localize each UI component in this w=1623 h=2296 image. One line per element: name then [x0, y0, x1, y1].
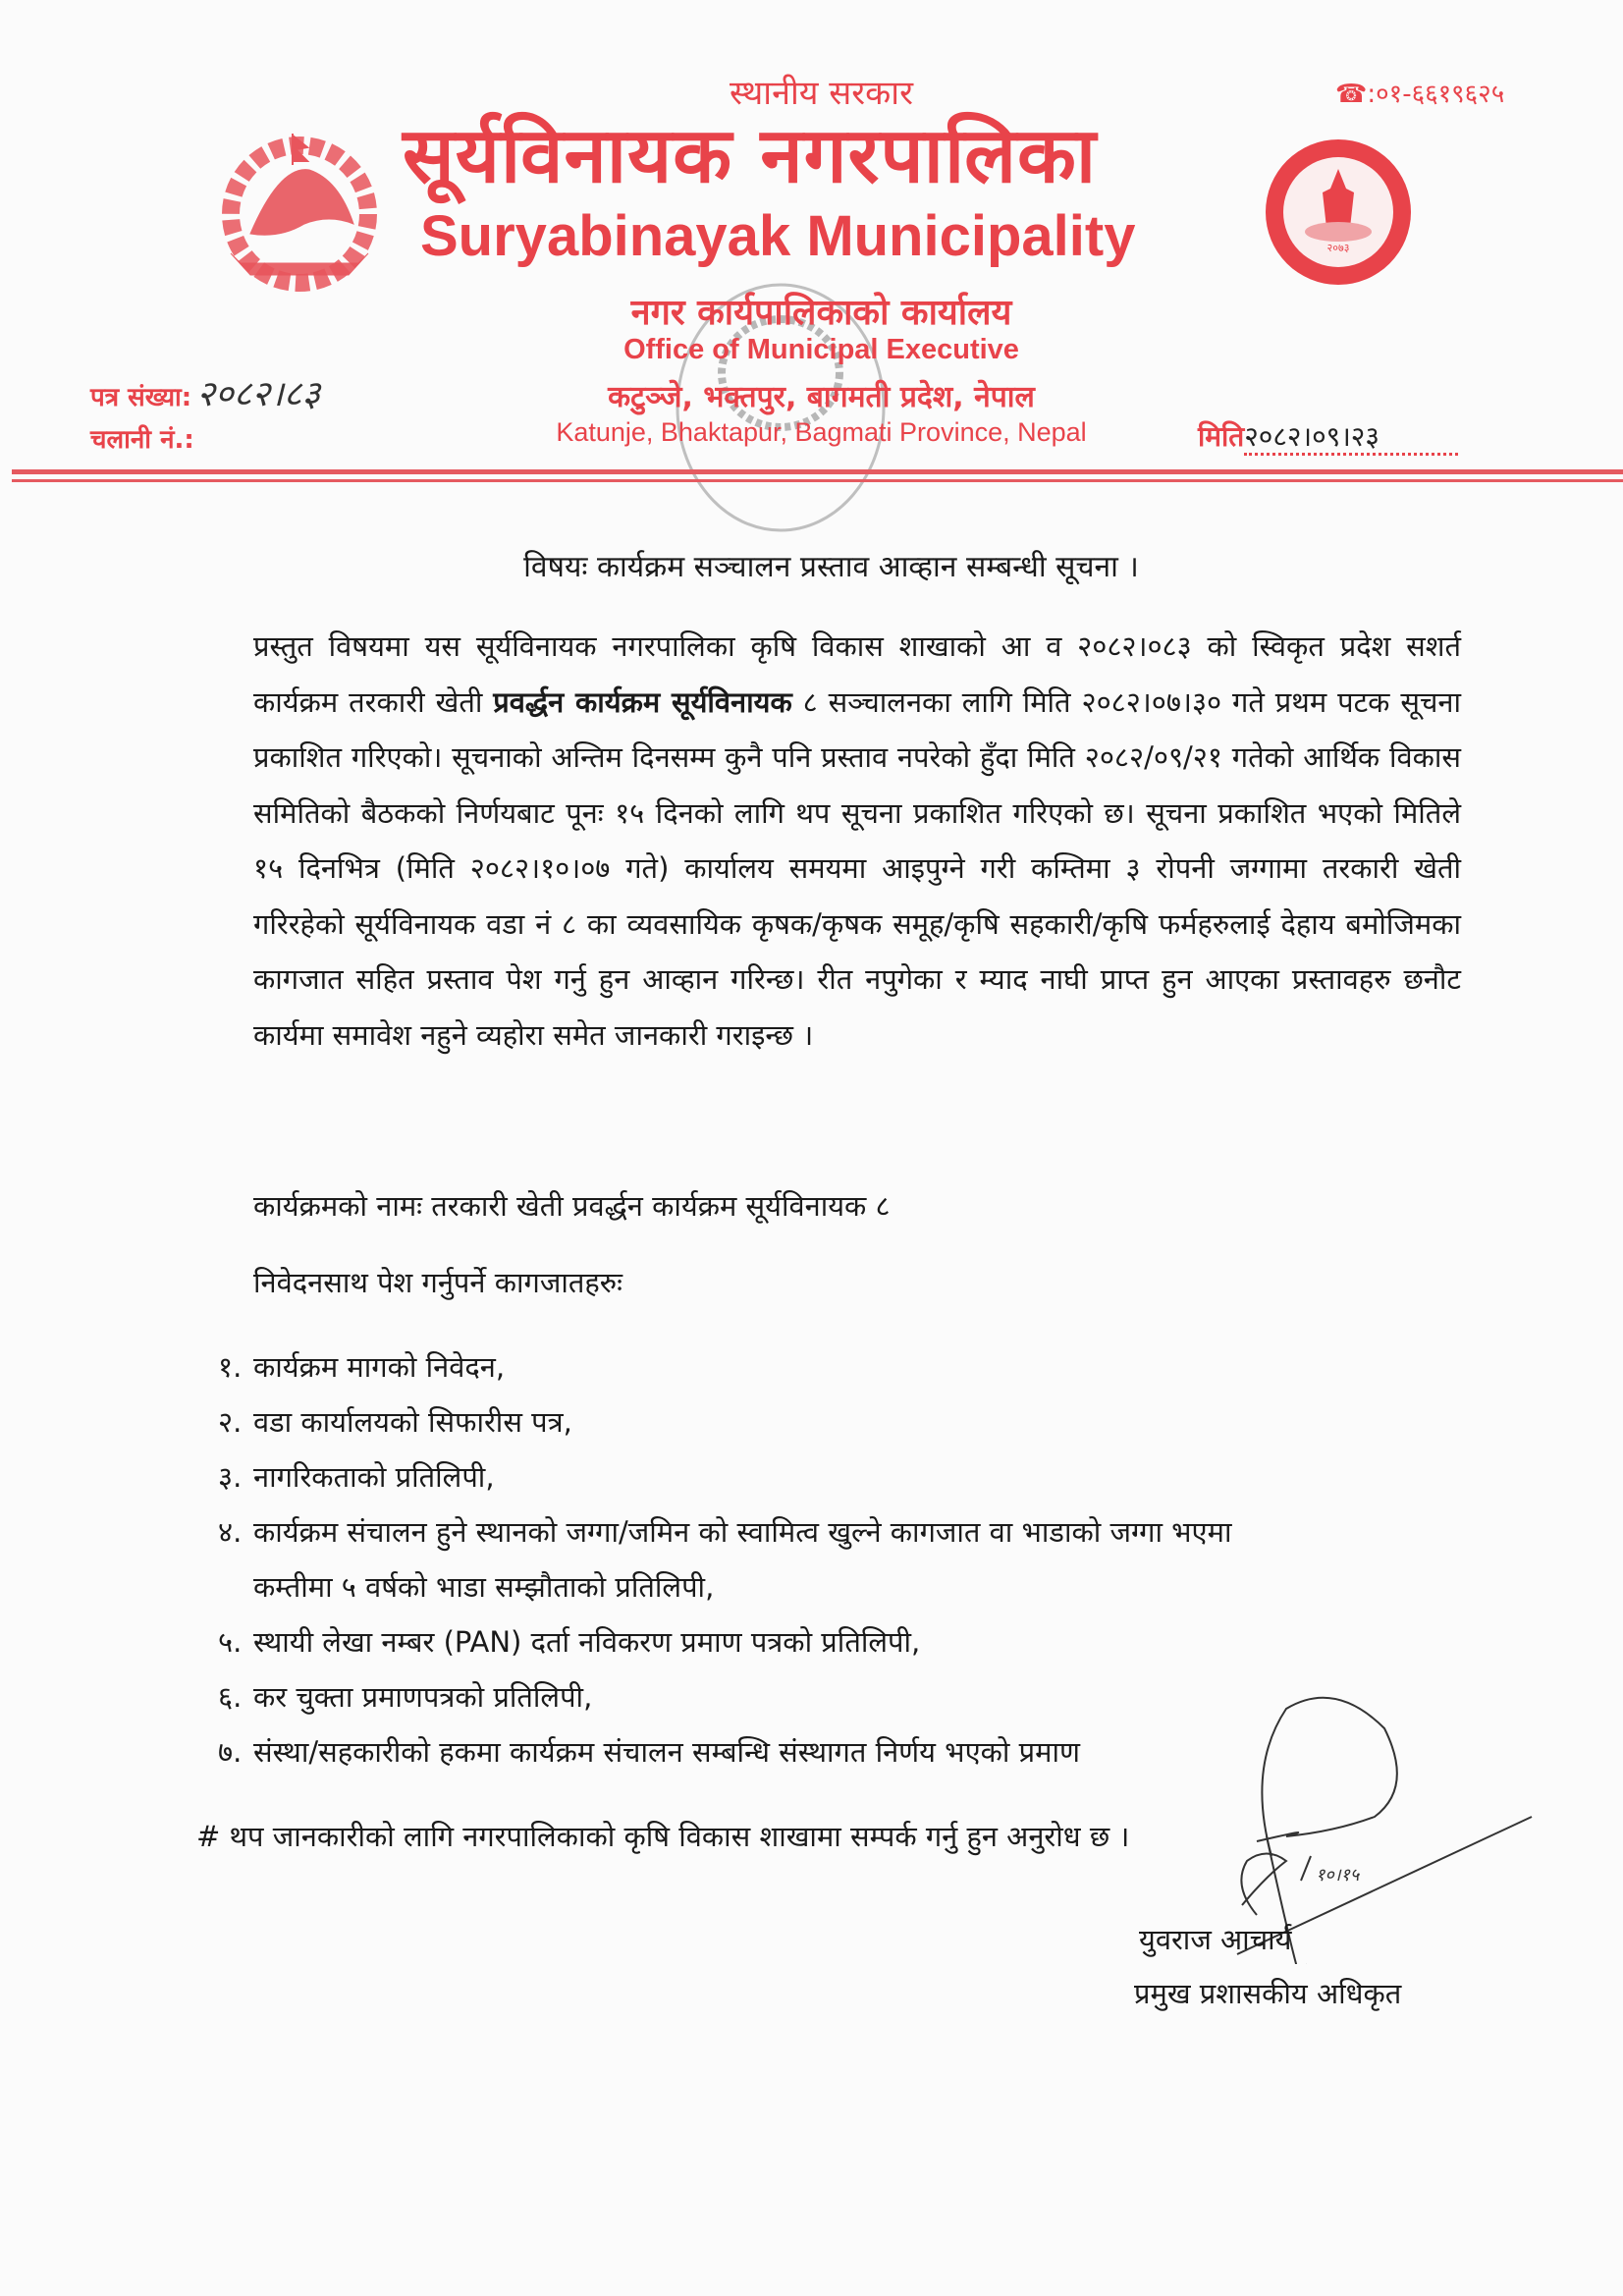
signatory-name: युवराज आचार्य [1139, 1923, 1292, 1956]
subject-line: विषयः कार्यक्रम सञ्चालन प्रस्ताव आव्हान सम्बन्धी सूचना । [523, 550, 1139, 584]
list-item: २. वडा कार्यालयको सिफारीस पत्र, [218, 1405, 572, 1439]
address-np: कटुञ्जे, भक्तपुर, बागमती प्रदेश, नेपाल [608, 380, 1035, 414]
date-value: २०८२।०९।२३ [1244, 420, 1458, 456]
letter-number [90, 368, 320, 416]
list-item: ६. कर चुक्ता प्रमाणपत्रको प्रतिलिपी, [218, 1680, 593, 1714]
phone-number: ☎:०१-६६१९६२५ [1335, 80, 1505, 109]
list-item: ३. नागरिकताको प्रतिलिपी, [218, 1460, 495, 1494]
body-paragraph: प्रस्तुत विषयमा यस सूर्यविनायक नगरपालिका कृषि विकास शाखाको आ व २०८२।०८३ को स्विकृत प्रदेश सशर्त कार्यक्रम तरकारी खेती प्रवर्द्धन कार्यक्रम सूर्यविनायक ८ सञ्चालनका लागि मिति २०८२।०७।३० गते प्रथम पटक सूचना प्रकाशित गरिएको। सूचनाको अन्तिम दिनसम्म कुनै पनि प्रस्ताव नपरेको हुँदा मिति २०८२/०९/२१ गतेको आर्थिक विकास समितिको बैठकको निर्णयबाट पूनः १५ दिनको लागि थप सूचना प्रकाशित गरिएको छ। सूचना प्रकाशित भएको मितिले १५ दिनभित्र (मिति २०८२।१०।०७ गते) कार्यालय समयमा आइपुग्ने गरी कम्तिमा ३ रोपनी जग्गामा तरकारी खेती गरिरहेको सूर्यविनायक वडा नं ८ का व्यवसायिक कृषक/कृषक समूह/कृषि सहकारी/कृषि फर्महरुलाई देहाय बमोजिमका कागजात सहित प्रस्ताव पेश गर्नु हुन आव्हान गरिन्छ। रीत नपुगेका र म्याद नाघी प्राप्त हुन आएका प्रस्तावहरु छनौट कार्यमा समावेश नहुने व्यहोरा समेत जानकारी गराइन्छ । [253, 629, 1461, 1052]
program-name-label: कार्यक्रमको नामः [253, 1189, 423, 1223]
telephone-icon: ☎ [1335, 80, 1368, 109]
header-divider-thin [12, 479, 1623, 482]
dispatch-number-label: चलानी नं.: [90, 425, 194, 455]
office-name-np: नगर कार्यपालिकाको कार्यालय [630, 293, 1012, 333]
municipality-seal-icon [1260, 134, 1417, 291]
required-documents-heading: निवेदनसाथ पेश गर्नुपर्ने कागजातहरुः [253, 1266, 622, 1299]
nepal-emblem-icon [211, 126, 388, 302]
list-item: १. कार्यक्रम मागको निवेदन, [218, 1350, 506, 1384]
program-name [253, 1186, 891, 1225]
office-name-en: Office of Municipal Executive [623, 334, 1019, 365]
letter-number-value: २०८२।८३ [196, 374, 321, 414]
svg-text:२०७३: २०७३ [1326, 242, 1350, 254]
letter-date [1198, 417, 1458, 455]
municipality-name-en: Suryabinayak Municipality [420, 204, 1136, 268]
header-divider-thick [12, 469, 1623, 474]
footer-note: # थप जानकारीको लागि नगरपालिकाको कृषि विकास शाखामा सम्पर्क गर्नु हुन अनुरोध छ । [196, 1820, 1130, 1853]
list-item: ५. स्थायी लेखा नम्बर (PAN) दर्ता नविकरण प्रमाण पत्रको प्रतिलिपी, [218, 1625, 921, 1659]
local-government-label: स्थानीय सरकार [730, 74, 913, 113]
list-item: ७. संस्था/सहकारीको हकमा कार्यक्रम संचालन सम्बन्धि संस्थागत निर्णय भएको प्रमाण [218, 1735, 1080, 1769]
svg-text:१०।१५: १०।१५ [1316, 1865, 1360, 1886]
signatory-title: प्रमुख प्रशासकीय अधिकृत [1134, 1977, 1402, 2010]
program-name-value: तरकारी खेती प्रवर्द्धन कार्यक्रम सूर्यविनायक ८ [431, 1189, 891, 1223]
address-en: Katunje, Bhaktapur, Bagmati Province, Nepal [556, 417, 1087, 447]
municipality-name-np: सूर्यविनायक नगरपालिका [403, 112, 1098, 200]
list-item: ४. कार्यक्रम संचालन हुने स्थानको जग्गा/जमिन को स्वामित्व खुल्ने कागजात वा भाडाको जग्गा भएमा कम्तीमा ५ वर्षको भाडा सम्झौताको प्रतिलिपी, [218, 1515, 1232, 1604]
letter-number-label: पत्र संख्या: [90, 383, 192, 412]
date-label: मिति [1198, 420, 1245, 453]
